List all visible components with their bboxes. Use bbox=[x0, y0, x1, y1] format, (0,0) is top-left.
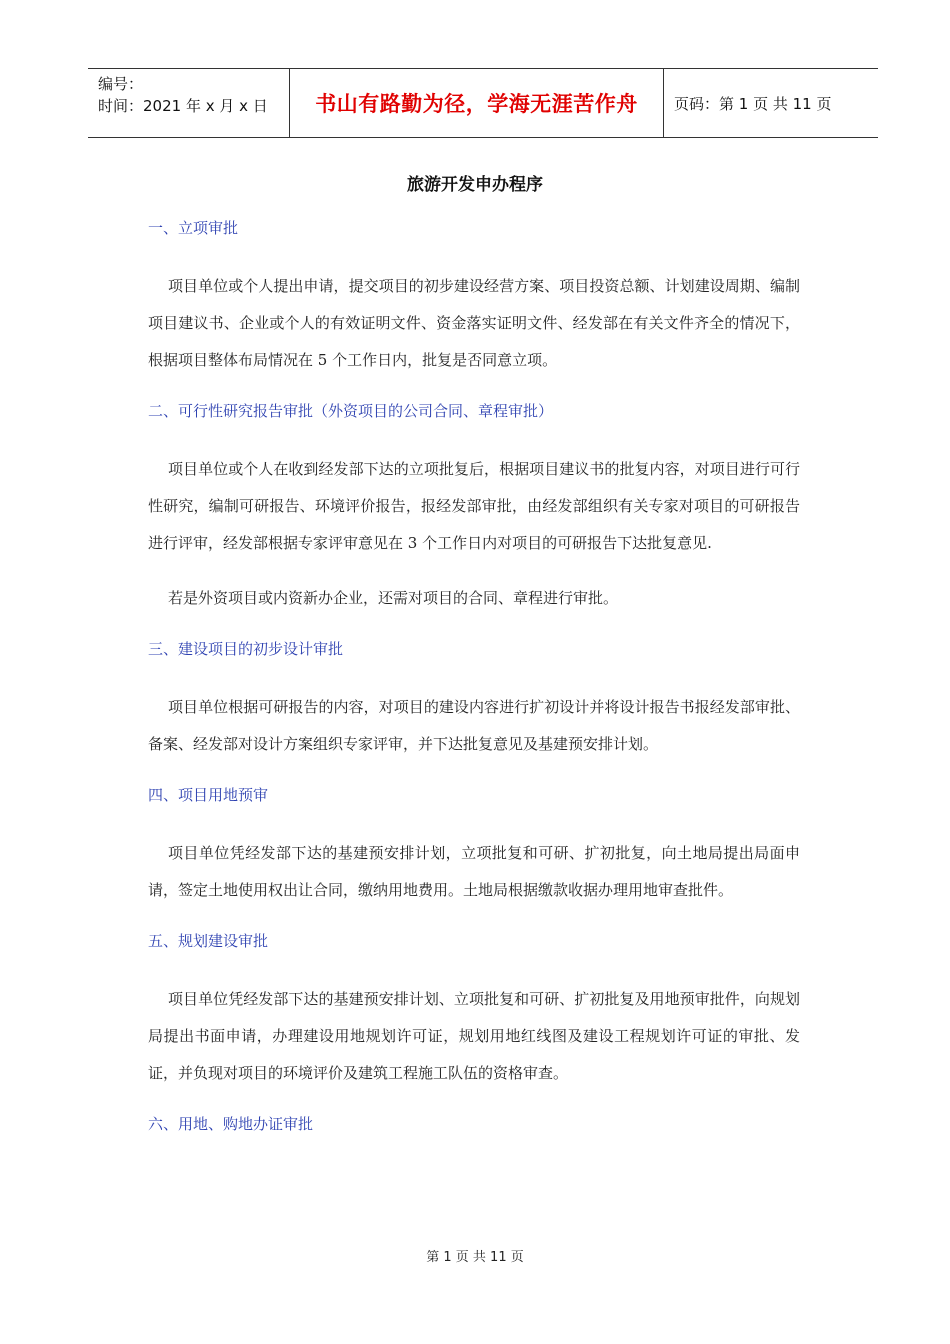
header-page-label: 页码：第 1 页 共 11 页 bbox=[674, 94, 832, 113]
section-2-paragraph-2: 若是外资项目或内资新办企业，还需对项目的合同、章程进行审批。 bbox=[168, 589, 619, 607]
time-label: 时间：2021 年 x 月 x 日 bbox=[98, 97, 268, 115]
section-1-paragraph-1: 项目单位或个人提出申请，提交项目的初步建设经营方案、项目投资总额、计划建设周期、编制项目建议书、企业或个人的有效证明文件、资金落实证明文件、经发部在有关文件齐全的情况下，根据项目整体布局情况在 5 个工作日内，批复是否同意立项。 bbox=[148, 277, 800, 369]
section-heading-6: 六、用地、购地办证审批 bbox=[148, 1115, 314, 1133]
section-5-paragraph-1: 项目单位凭经发部下达的基建预安排计划、立项批复和可研、扩初批复及用地预审批件，向规划局提出书面申请，办理建设用地规划许可证，规划用地红线图及建设工程规划许可证的审批、发证，并负现对项目的环境评价及建筑工程施工队伍的资格审查。 bbox=[148, 990, 800, 1082]
section-heading-5: 五、规划建设审批 bbox=[148, 932, 269, 950]
header-meta bbox=[88, 69, 290, 137]
header-table bbox=[88, 68, 878, 138]
section-heading-4: 四、项目用地预审 bbox=[148, 786, 269, 804]
document-title: 旅游开发申办程序 bbox=[407, 175, 543, 195]
section-4-paragraph-1: 项目单位凭经发部下达的基建预安排计划，立项批复和可研、扩初批复，向土地局提出局面申请，签定土地使用权出让合同，缴纳用地费用。土地局根据缴款收据办理用地审查批件。 bbox=[148, 844, 800, 899]
header-motto: 书山有路勤为径，学海无涯苦作舟 bbox=[290, 69, 664, 137]
section-2-paragraph-1: 项目单位或个人在收到经发部下达的立项批复后，根据项目建议书的批复内容，对项目进行可行性研究，编制可研报告、环境评价报告，报经发部审批，由经发部组织有关专家对项目的可研报告进行评审，经发部根据专家评审意见在 3 个工作日内对项目的可研报告下达批复意见. bbox=[148, 460, 800, 552]
section-heading-2: 二、可行性研究报告审批（外资项目的公司合同、章程审批） bbox=[148, 402, 554, 420]
section-3-paragraph-1: 项目单位根据可研报告的内容，对项目的建设内容进行扩初设计并将设计报告书报经发部审批、备案、经发部对设计方案组织专家评审，并下达批复意见及基建预安排计划。 bbox=[148, 698, 800, 753]
number-label: 编号： bbox=[98, 75, 144, 93]
page-footer: 第 1 页 共 11 页 bbox=[426, 1250, 524, 1265]
section-heading-3: 三、建设项目的初步设计审批 bbox=[148, 640, 344, 658]
document-body bbox=[148, 214, 800, 1164]
section-heading-1: 一、立项审批 bbox=[148, 219, 239, 237]
